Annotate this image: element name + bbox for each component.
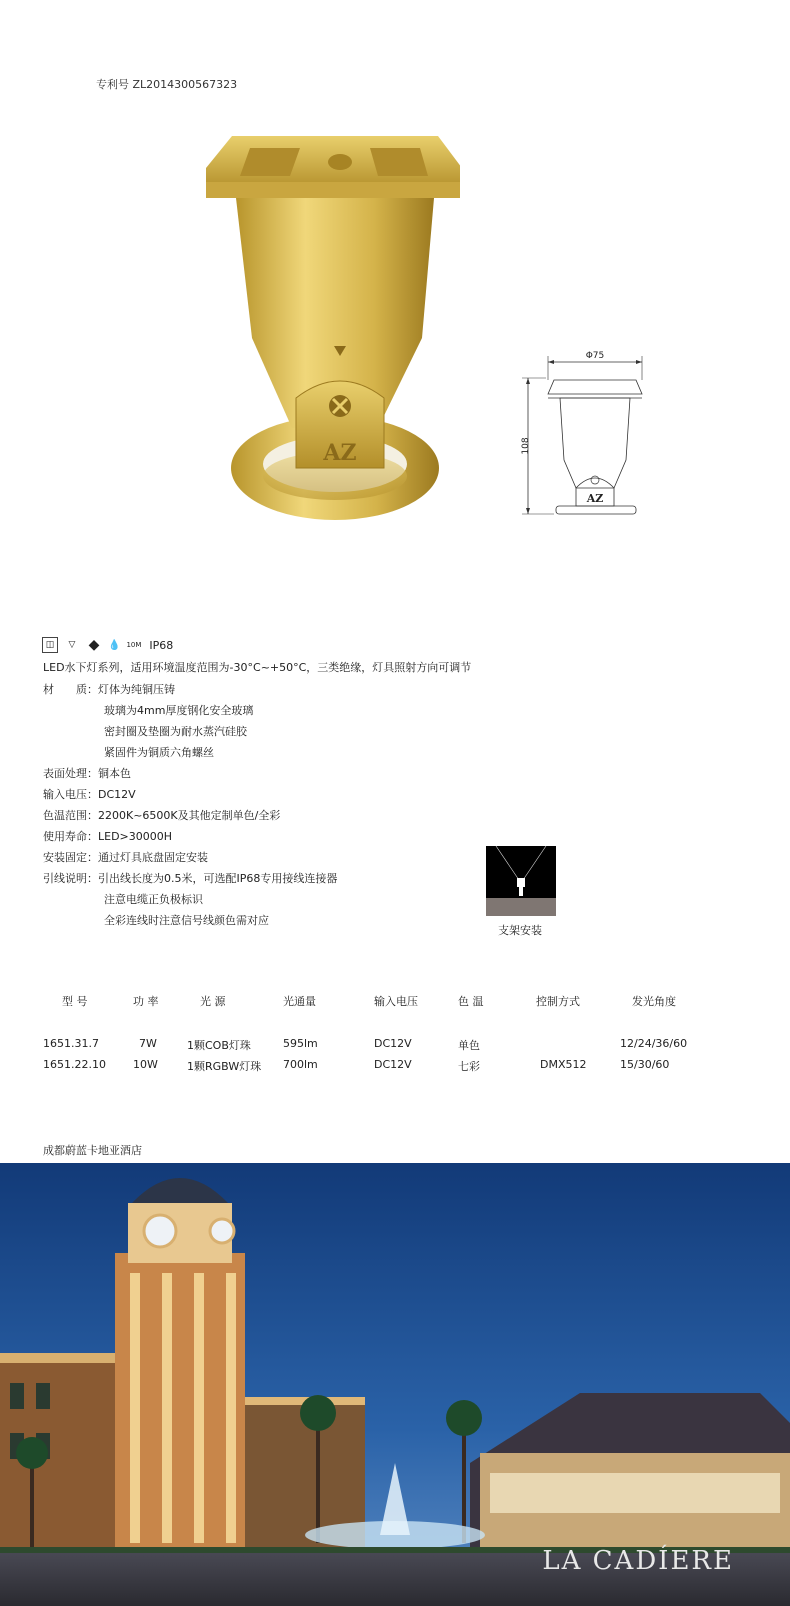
ip-class-icon: ◫: [42, 637, 58, 653]
ip-rating: IP68: [149, 638, 174, 652]
certification-icons: [42, 636, 173, 654]
header-beam: 发光角度: [632, 995, 676, 1008]
header-cct: 色 温: [458, 995, 484, 1008]
wiring-line-1: 引出线长度为0.5米，可选配IP68专用接线连接器: [98, 872, 338, 885]
dim-height: 108: [521, 437, 531, 455]
voltage-row: 输入电压：DC12V: [43, 788, 136, 801]
mount-diagram: [486, 846, 556, 916]
header-voltage: 输入电压: [374, 995, 418, 1008]
material-line-4: 紧固件为铜质六角螺丝: [104, 746, 214, 759]
wiring-line-2: 注意电缆正负极标识: [104, 893, 203, 906]
wiring-label: 引线说明：: [43, 872, 98, 885]
mounting-row: 安装固定：通过灯具底盘固定安装: [43, 851, 208, 864]
table-cell: 7W: [139, 1037, 157, 1050]
brand-logo: LA CADÍERE: [542, 1546, 734, 1576]
header-power: 功 率: [133, 995, 159, 1008]
table-cell: 10W: [133, 1058, 158, 1071]
table-cell: 12/24/36/60: [620, 1037, 688, 1050]
header-source: 光 源: [200, 995, 226, 1008]
mount-caption: 支架安装: [498, 924, 542, 937]
diamond-icon: ◆: [88, 637, 100, 653]
surface-row: 表面处理：铜本色: [43, 767, 131, 780]
table-cell: DC12V: [374, 1058, 412, 1071]
table-cell: 1651.31.7: [43, 1037, 99, 1050]
table-cell: 700lm: [283, 1058, 318, 1071]
material-line-3: 密封圈及垫圈为耐水蒸汽硅胶: [104, 725, 247, 738]
material-line-1: 灯体为纯铜压铸: [98, 683, 175, 696]
hotel-caption: 成都蔚蓝卡地亚酒店: [43, 1144, 142, 1157]
product-badge: AZ: [323, 440, 357, 466]
color-temp-row: 色温范围：2200K~6500K及其他定制单色/全彩: [43, 809, 281, 822]
wiring-row: [43, 870, 337, 886]
table-cell: 595lm: [283, 1037, 318, 1050]
dimension-drawing: [518, 350, 668, 530]
material-label: 材 质：: [43, 683, 98, 696]
material-row: [43, 681, 175, 697]
table-cell: DMX512: [540, 1058, 587, 1071]
product-photo: [200, 128, 460, 538]
patent-number: 专利号 ZL2014300567323: [96, 78, 238, 91]
dim-diameter: Φ75: [585, 351, 605, 361]
wiring-line-3: 全彩连线时注意信号线颜色需对应: [104, 914, 269, 927]
water-depth-icon: 💧: [108, 639, 121, 651]
header-flux: 光通量: [283, 995, 316, 1008]
table-cell: 1颗RGBW灯珠: [187, 1060, 262, 1073]
intro-text: LED水下灯系列，适用环境温度范围为-30°C~+50°C，三类绝缘，灯具照射方向可调节: [43, 661, 472, 674]
table-cell: 1颗COB灯珠: [187, 1039, 251, 1052]
table-cell: 单色: [458, 1039, 480, 1052]
f-mark-icon: ▽: [68, 640, 76, 650]
material-line-2: 玻璃为4mm厚度钢化安全玻璃: [104, 704, 254, 717]
header-model: 型 号: [62, 995, 88, 1008]
table-cell: 1651.22.10: [43, 1058, 106, 1071]
dim-badge: AZ: [586, 492, 604, 505]
table-cell: 15/30/60: [620, 1058, 670, 1071]
depth-label: 10M: [126, 641, 142, 649]
hotel-scene: [0, 1163, 790, 1606]
table-cell: DC12V: [374, 1037, 412, 1050]
header-control: 控制方式: [536, 995, 580, 1008]
table-cell: 七彩: [458, 1060, 480, 1073]
lifetime-row: 使用寿命：LED>30000H: [43, 830, 173, 843]
hotel-photo: [0, 1163, 790, 1606]
